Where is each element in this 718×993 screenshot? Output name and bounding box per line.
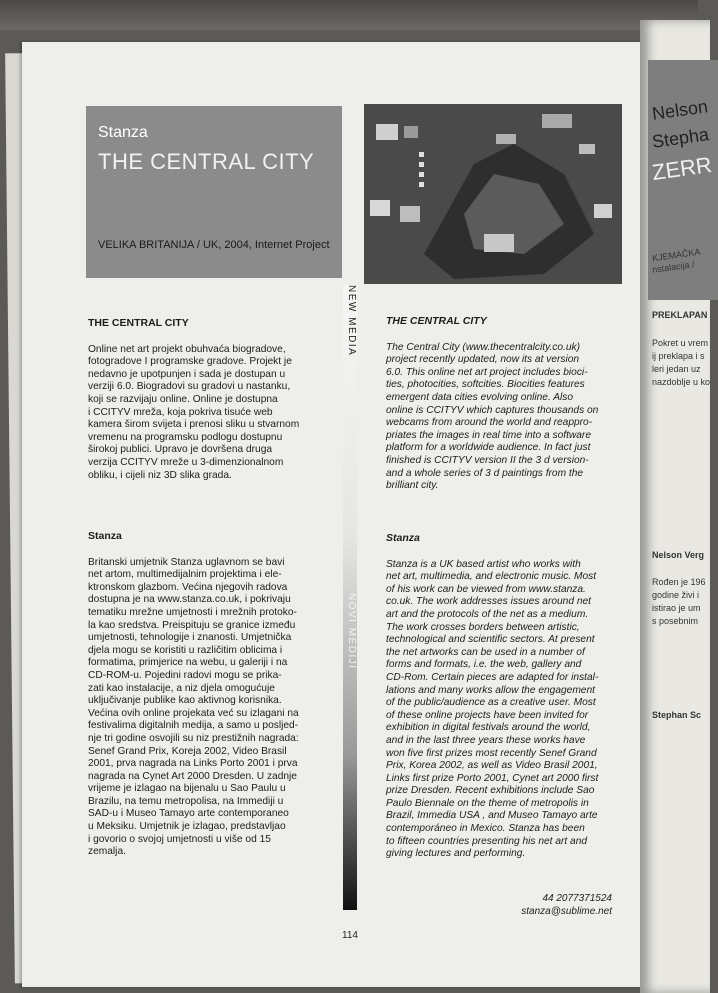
next-page	[640, 20, 714, 993]
next-page-text-8: s posebnim	[652, 616, 699, 626]
next-page-text-1: Pokret u vrem	[652, 338, 709, 348]
next-page-title-line2: Stepha	[650, 124, 711, 152]
backdrop	[0, 0, 698, 30]
left-section2-heading: Stanza	[88, 530, 122, 542]
left-section1-heading: THE CENTRAL CITY	[88, 317, 189, 329]
next-page-text-7: istirao je um	[652, 603, 701, 613]
title-box	[86, 106, 342, 278]
divider-label-top: NEW MEDIA	[346, 285, 357, 357]
work-title: THE CENTRAL CITY	[98, 149, 315, 174]
next-page-title-box	[648, 60, 718, 300]
divider-label-bottom: NOVI MEDIJI	[346, 593, 357, 670]
next-page-title-line3: ZERR	[650, 151, 714, 186]
next-page-meta2: nstalacija /	[651, 259, 696, 275]
right-section1-heading: THE CENTRAL CITY	[386, 315, 487, 327]
left-section1-text: Online net art projekt obuhvaća biogradove, fotogradove I programske gradove. Projekt je nedavno je upotpunjen i sada je dostupan u verziji 6.0. Biogradovi su gradovi u nastanku, koji se razvijaju online. Online je dostupna i CCITYV mreža, koja pokriva tisuće web kamera širom svijeta i prenosi sliku u stvarnom vremenu na programsku podlogu dostupnu širokoj publici. Upravo je dovršena druga verzija CCITYV mreže u 3-dimenzionalnom obliku, i cijeli niz 3D slika grada.	[88, 343, 300, 481]
contact-block	[480, 893, 612, 918]
contact-phone: 44 2077371524	[542, 893, 612, 904]
next-page-text-5: Rođen je 196	[652, 577, 706, 587]
left-section-intro	[88, 317, 338, 482]
artist-name: Stanza	[98, 124, 148, 141]
next-page-meta: KJEMAČKA	[651, 246, 701, 264]
page-number: 114	[342, 930, 358, 941]
contact-email: stanza@sublime.net	[521, 905, 612, 917]
next-page-text-2: ij preklapa i s	[652, 351, 705, 361]
right-section-intro	[386, 315, 626, 493]
next-page-heading2: Nelson Verg	[652, 550, 705, 560]
next-page-text-3: leri jedan uz	[652, 364, 701, 374]
next-page-heading3: Stephan Sc	[652, 710, 702, 720]
right-section2-heading: Stanza	[386, 532, 420, 544]
left-section-artist	[88, 530, 338, 859]
right-section-artist	[386, 532, 626, 861]
next-page-title-line1: Nelson	[650, 96, 710, 124]
next-page-heading: PREKLAPAN	[652, 310, 708, 320]
work-meta: VELIKA BRITANIJA / UK, 2004, Internet Project	[98, 239, 330, 251]
artwork-image	[364, 104, 622, 284]
left-section2-text: Britanski umjetnik Stanza uglavnom se bavi net artom, multimedijalnim projektima i ele- ktronskom glazbom. Većina njegovih radova dostupna je na www.stanza.co.uk, i pokrivaju tematiku mrežne umjetnosti i mrežnih protoko- la kao sredstva. Preispituju se granice između umjetnosti, tehnologije i znanosti. Umjetnička djela mogu se koristiti u različitim oblicima i formatima, primjerice na webu, u galeriji i na CD-ROM-u. Pojedini radovi mogu se prika- zati kao instalacije, a niz djela omogućuje uključivanje publike kao aktivnog korisnika. Većina ovih online projekata već su izlagani na festivalima digitalnih medija, a samo u posljed- nje tri godine osvojili su niz prestižnih nagrada: Senef Grand Prix, Koreja 2002, Video Brasil 2001, prva nagrada na Links Porto 2001 i prva nagrada na Cynet Art 2000 Dresden. U zadnje vrijeme je izlagao na bijenalu u Sao Paulu u Brazilu, na temu metropolisa, na Immediji u SAD-u i Museo Tamayo arte contemporaneo u Meksiku. Umjetnik je izlagao, predstavljao i govorio o svojoj umjetnosti u više od 15 zemalja.	[88, 556, 299, 858]
next-page-text-4: nazdoblje u ko	[652, 377, 711, 387]
right-section1-text: The Central City (www.thecentralcity.co.uk) project recently updated, now its at version 6.0. This online net art project includes bioci- ties, photocities, softcities. Biocities features emergent data cities evolving online. Also online is CCITYV which captures thousands on webcams from around the world and reappro- priates the images in real time into a software platform for a worldwide audience. In fact just finished is CCITYV version II the 3 d version- and a whole series of 3 d paintings from the brilliant city.	[386, 341, 599, 492]
next-page-text-6: godine živi i	[652, 590, 700, 600]
artwork-image-graphic	[364, 104, 622, 284]
right-section2-text: Stanza is a UK based artist who works with net art, multimedia, and electronic music. Most of his work can be viewed from www.stanza. co.uk. The work addresses issues around net art and the protocols of the net as a medium. The work crosses borders between artistic, technological and scientific sectors. At present the net artworks can be used in a number of forms and formats, i.e. the web, gallery and CD-Rom. Certain pieces are adapted for instal- lations and many works allow the engagement of the public/audience as a creative user. Most of these online projects have been invited for exhibition in digital festivals around the world, and in the last three years these works have won five first prizes most recently Senef Grand Prix, Korea 2002, as well as Video Brasil 2001, Links first prize Porto 2001, Cynet art 2000 first prize Dresden. Recent exhibitions include Sao Paulo Biennale on the theme of metropolis in Brazil, Immedia USA , and Museo Tamayo arte contemporáneo in Mexico. Stanza has been to fifteen countries presenting his net art and giving lectures and performing.	[386, 558, 599, 860]
